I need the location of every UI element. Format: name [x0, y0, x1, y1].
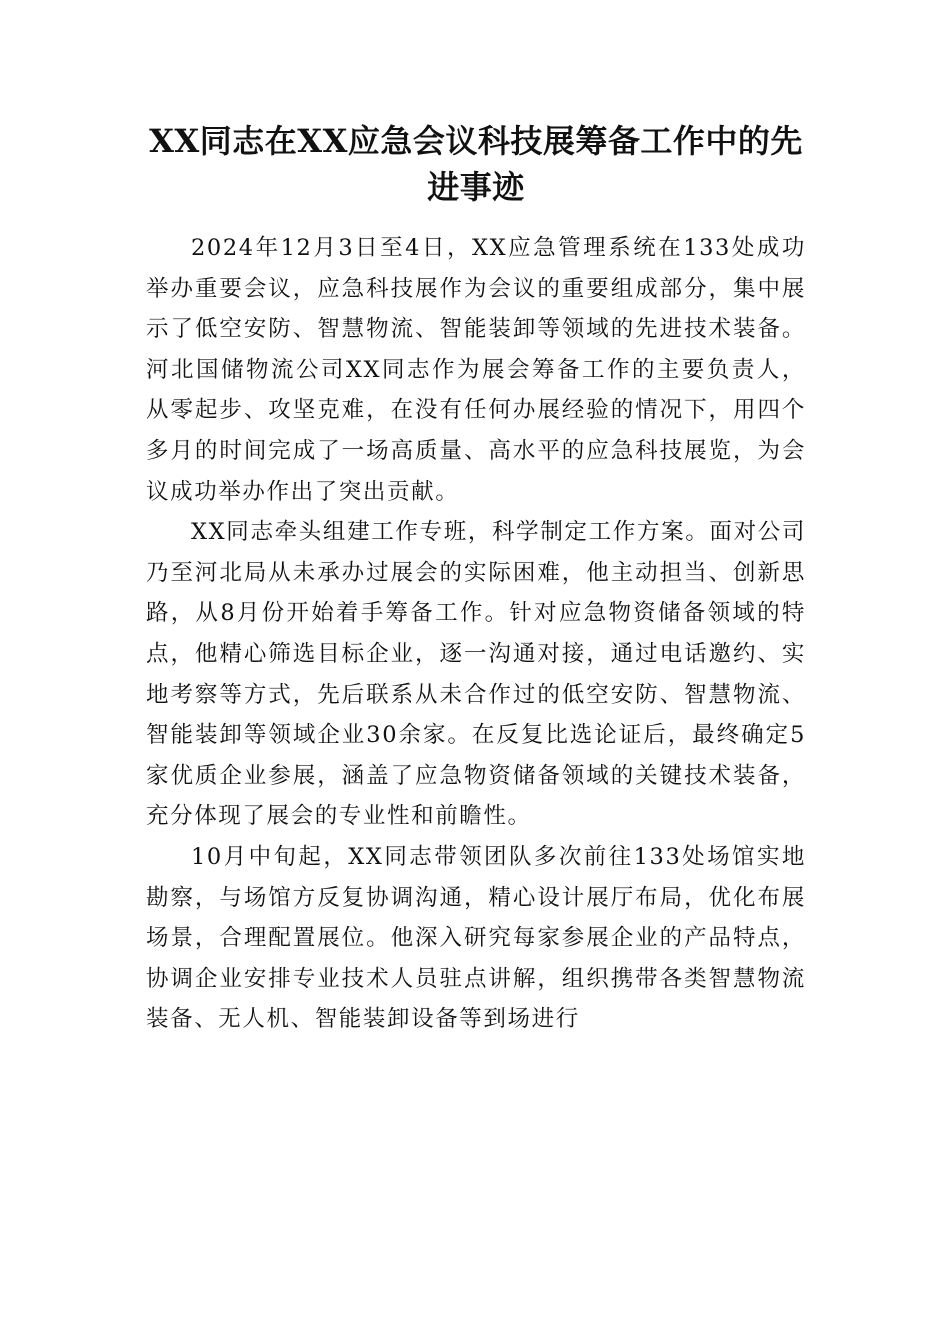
- document-body: [146, 228, 806, 1040]
- document-title: XX同志在XX应急会议科技展筹备工作中的先进事迹: [149, 122, 803, 206]
- paragraph: 10月中旬起，XX同志带领团队多次前往133处场馆实地勘察，与场馆方反复协调沟通，精心设计展厅布局，优化布展场景，合理配置展位。他深入研究每家参展企业的产品特点，协调企业安排专业技术人员驻点讲解，组织携带各类智慧物流装备、无人机、智能装卸设备等到场进行: [146, 843, 806, 1033]
- paragraph: XX同志牵头组建工作专班，科学制定工作方案。面对公司乃至河北局从未承办过展会的实际困难，他主动担当、创新思路，从8月份开始着手筹备工作。针对应急物资储备领域的特点，他精心筛选目标企业，逐一沟通对接，通过电话邀约、实地考察等方式，先后联系从未合作过的低空安防、智慧物流、智能装卸等领域企业30余家。在反复比选论证后，最终确定5家优质企业参展，涵盖了应急物资储备领域的关键技术装备，充分体现了展会的专业性和前瞻性。: [146, 519, 806, 830]
- paragraph: 2024年12月3日至4日，XX应急管理系统在133处成功举办重要会议，应急科技展作为会议的重要组成部分，集中展示了低空安防、智慧物流、智能装卸等领域的先进技术装备。河北国储物流公司XX同志作为展会筹备工作的主要负责人，从零起步、攻坚克难，在没有任何办展经验的情况下，用四个多月的时间完成了一场高质量、高水平的应急科技展览，为会议成功举办作出了突出贡献。: [146, 235, 806, 505]
